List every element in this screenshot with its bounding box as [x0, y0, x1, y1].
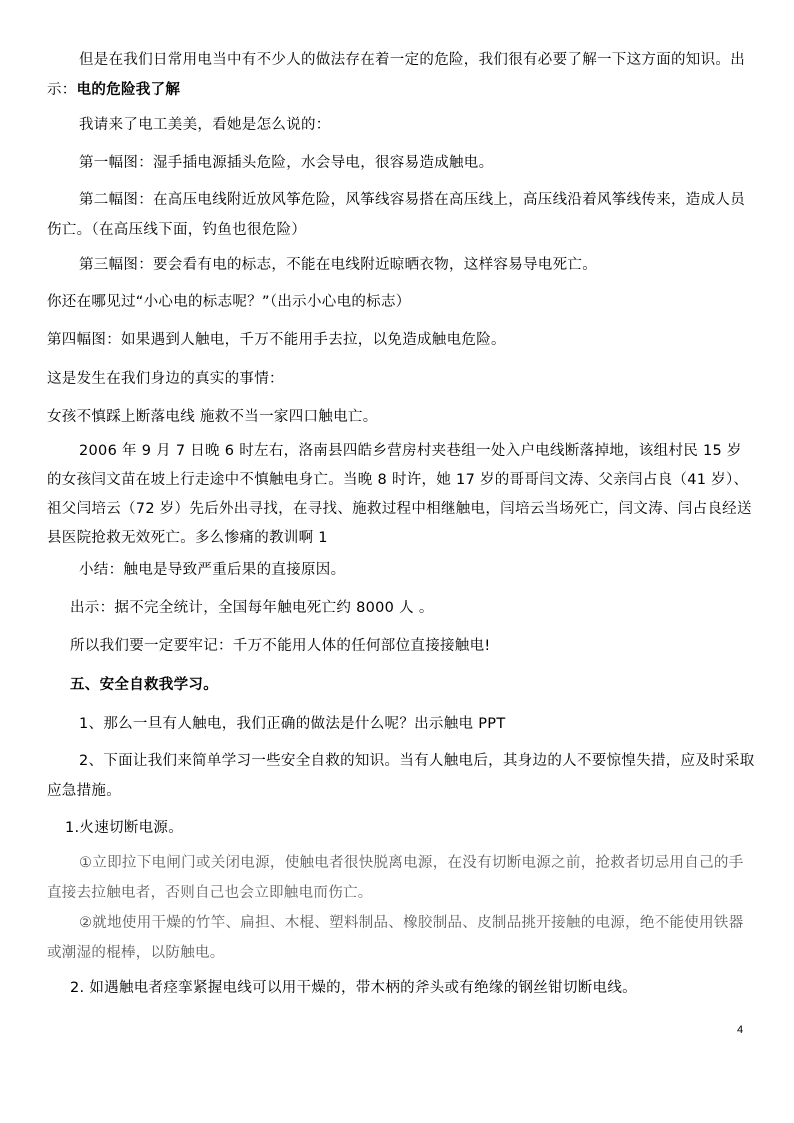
paragraph-intro-text: 但是在我们日常用电当中有不少人的做法存在着一定的危险，我们很有必要了解一下这方面的知识。出示： [47, 52, 745, 98]
paragraph-picture-2: 第二幅图：在高压电线附近放风筝危险，风筝线容易搭在高压线上，高压线沿着风筝线传来，造成人员伤亡。（在高压线下面，钓鱼也很危险） [47, 192, 745, 238]
paragraph-news-body: 2006 年 9 月 7 日晚 6 时左右，洛南县四皓乡营房村夹巷组一处入户电线断落掉地，该组村民 15 岁的女孩闫文苗在坡上行走途中不慎触电身亡。当晚 8 时许，她 17 岁的哥哥闫文涛、父亲闫占良（41 岁）、祖父闫培云（72 岁）先后外出寻找，在寻找、施救过程中相继触电，闫培云当场死亡，闫文涛、闫占良经送县医院抢救无效死亡。多么惨痛的教训啊 1 [47, 443, 752, 546]
section-heading-5: 五、安全自救我学习。 [70, 677, 218, 693]
paragraph-warning-sign: 你还在哪见过“小心电的标志呢？”（出示小心电的标志） [47, 294, 411, 310]
paragraph-self-rescue: 2、下面让我们来简单学习一些安全自救的知识。当有人触电后，其身边的人不要惊惶失措，应及时采取应急措施。 [47, 753, 755, 799]
paragraph-summary: 小结：触电是导致严重后果的直接原因。 [79, 562, 346, 578]
paragraph-picture-4: 第四幅图：如果遇到人触电，千万不能用手去拉，以免造成触电危险。 [47, 332, 506, 348]
paragraph-statistics: 出示：据不完全统计，全国每年触电死亡约 8000 人 。 [70, 600, 434, 616]
paragraph-cut-power: 1.火速切断电源。 [65, 820, 184, 836]
paragraph-question-1: 1、那么一旦有人触电，我们正确的做法是什么呢？出示触电 PPT [79, 716, 506, 732]
paragraph-true-story: 这是发生在我们身边的真实的事情： [47, 371, 284, 387]
paragraph-electrician: 我请来了电工美美，看她是怎么说的： [79, 117, 331, 133]
paragraph-intro-emphasis: 电的危险我了解 [76, 82, 181, 98]
page-number: 4 [737, 1024, 744, 1036]
paragraph-remember: 所以我们要一定要牢记：千万不能用人体的任何部位直接接触电! [70, 638, 491, 654]
paragraph-step-1: ①立即拉下电闸门或关闭电源，使触电者很快脱离电源，在没有切断电源之前，抢救者切忌用自己的手直接去拉触电者，否则自己也会立即触电而伤亡。 [47, 855, 744, 901]
paragraph-picture-3: 第三幅图：要会看有电的标志，不能在电线附近晾晒衣物，这样容易导电死亡。 [79, 257, 597, 273]
paragraph-step-2: ②就地使用干燥的竹竿、扁担、木棍、塑料制品、橡胶制品、皮制品挑开接触的电源，绝不能使用铁器或潮湿的棍棒，以防触电。 [47, 915, 744, 961]
paragraph-intro [47, 45, 755, 105]
paragraph-picture-1: 第一幅图：湿手插电源插头危险，水会导电，很容易造成触电。 [79, 155, 494, 171]
paragraph-news-headline: 女孩不慎踩上断落电线 施救不当一家四口触电亡。 [47, 409, 378, 425]
paragraph-cut-wire: 2. 如遇触电者痉挛紧握电线可以用干燥的，带木柄的斧头或有绝缘的钢丝钳切断电线。 [70, 980, 637, 996]
